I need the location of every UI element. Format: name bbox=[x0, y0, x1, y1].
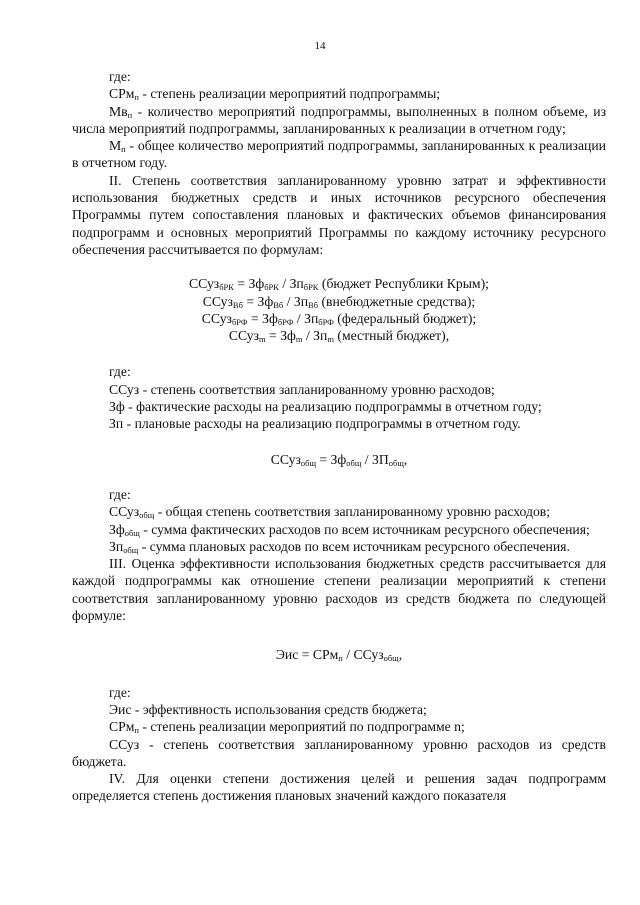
definition-eis: Эис - эффективность использования средств бюджета; bbox=[109, 701, 427, 717]
formula-total: ССуз$_{общ}$ = $Зф_{общ} / ЗП_{общ}$, bbox=[270, 451, 408, 468]
definition-ccuz-budget: ССуз - степень соответствия запланированному уровню расходов из средств бюджета. bbox=[72, 736, 606, 769]
where-label-2: где: bbox=[109, 364, 131, 380]
document-body bbox=[72, 68, 606, 805]
definition-zp: Зп - плановые расходы на реализацию подпрограммы в отчетном году. bbox=[109, 416, 521, 432]
formula-block-1 bbox=[72, 275, 606, 344]
definition-srm: СРм$_п$ - степень реализации мероприятий подпрограммы; bbox=[109, 86, 441, 103]
definition-zf-total: $Зф_{общ}$ - сумма фактических расходов по всем источникам ресурсного обеспечения; bbox=[109, 521, 590, 538]
formula-brf: ССуз$_{бРФ}$ = $Зф_{бРФ} / Зп_{бРФ}$ (федеральный бюджет); bbox=[201, 310, 477, 327]
where-label-3: где: bbox=[109, 486, 131, 502]
definition-m: $М_п$ - общее количество мероприятий подпрограммы, запланированных к реализации в отчетном году. bbox=[72, 138, 606, 171]
definition-ccuz-total: ССуз$_{общ}$ - общая степень соответствия запланированному уровню расходов; bbox=[109, 504, 551, 521]
section-2-paragraph: II. Степень соответствия запланированному уровню затрат и эффективности использования бюджетных средств и иных источников ресурсного обеспечения Программы путем сопоставления плановых и фактических объемов финансирования подпрограмм и основных мероприятий Программы по каждому источнику ресурсного обеспечения рассчитывается по формулам: bbox=[72, 172, 606, 257]
page-number: 14 bbox=[314, 40, 326, 52]
where-label-4: где: bbox=[109, 684, 131, 700]
definition-mv: $Мв_п$ - количество мероприятий подпрограммы, выполненных в полном объеме, из числа мероприятий подпрограммы, запланированных к реализации в отчетном году; bbox=[72, 103, 606, 136]
formula-efficiency: Эис = СРм$_п$ / ССуз$_{общ}$, bbox=[275, 647, 403, 664]
formula-m: ССуз$_m$ = $Зф_m / Зп_m$ (местный бюджет), bbox=[228, 328, 450, 345]
where-label-1: где: bbox=[109, 69, 131, 84]
definition-zp-total: $Зп_{общ}$ - сумма плановых расходов по всем источникам ресурсного обеспечения. bbox=[109, 538, 570, 555]
definition-srm-subprogram: СРм$_п$ - степень реализации мероприятий по подпрограмме n; bbox=[109, 719, 465, 736]
section-3-paragraph: III. Оценка эффективности использования бюджетных средств рассчитывается для каждой подпрограммы как отношение степени реализации мероприятий к степени соответствия запланированному уровню расходов из средств бюджета по следующей формуле: bbox=[72, 556, 606, 624]
formula-vb: ССуз$_{Вб}$ = $Зф_{Вб} / Зп_{Вб}$ (внебюджетные средства); bbox=[202, 293, 476, 310]
section-4-paragraph: IV. Для оценки степени достижения целей и решения задач подпрограмм определяется степень достижения плановых значений каждого показателя bbox=[72, 771, 606, 804]
definition-zf: Зф - фактические расходы на реализацию подпрограммы в отчетном году; bbox=[109, 399, 542, 415]
formula-brk: ССуз$_{бРК}$ = $Зф_{бРК} / Зп_{бРК}$ (бюджет Республики Крым); bbox=[189, 276, 489, 293]
definition-ccuz: ССуз - степень соответствия запланированному уровню расходов; bbox=[109, 381, 495, 397]
